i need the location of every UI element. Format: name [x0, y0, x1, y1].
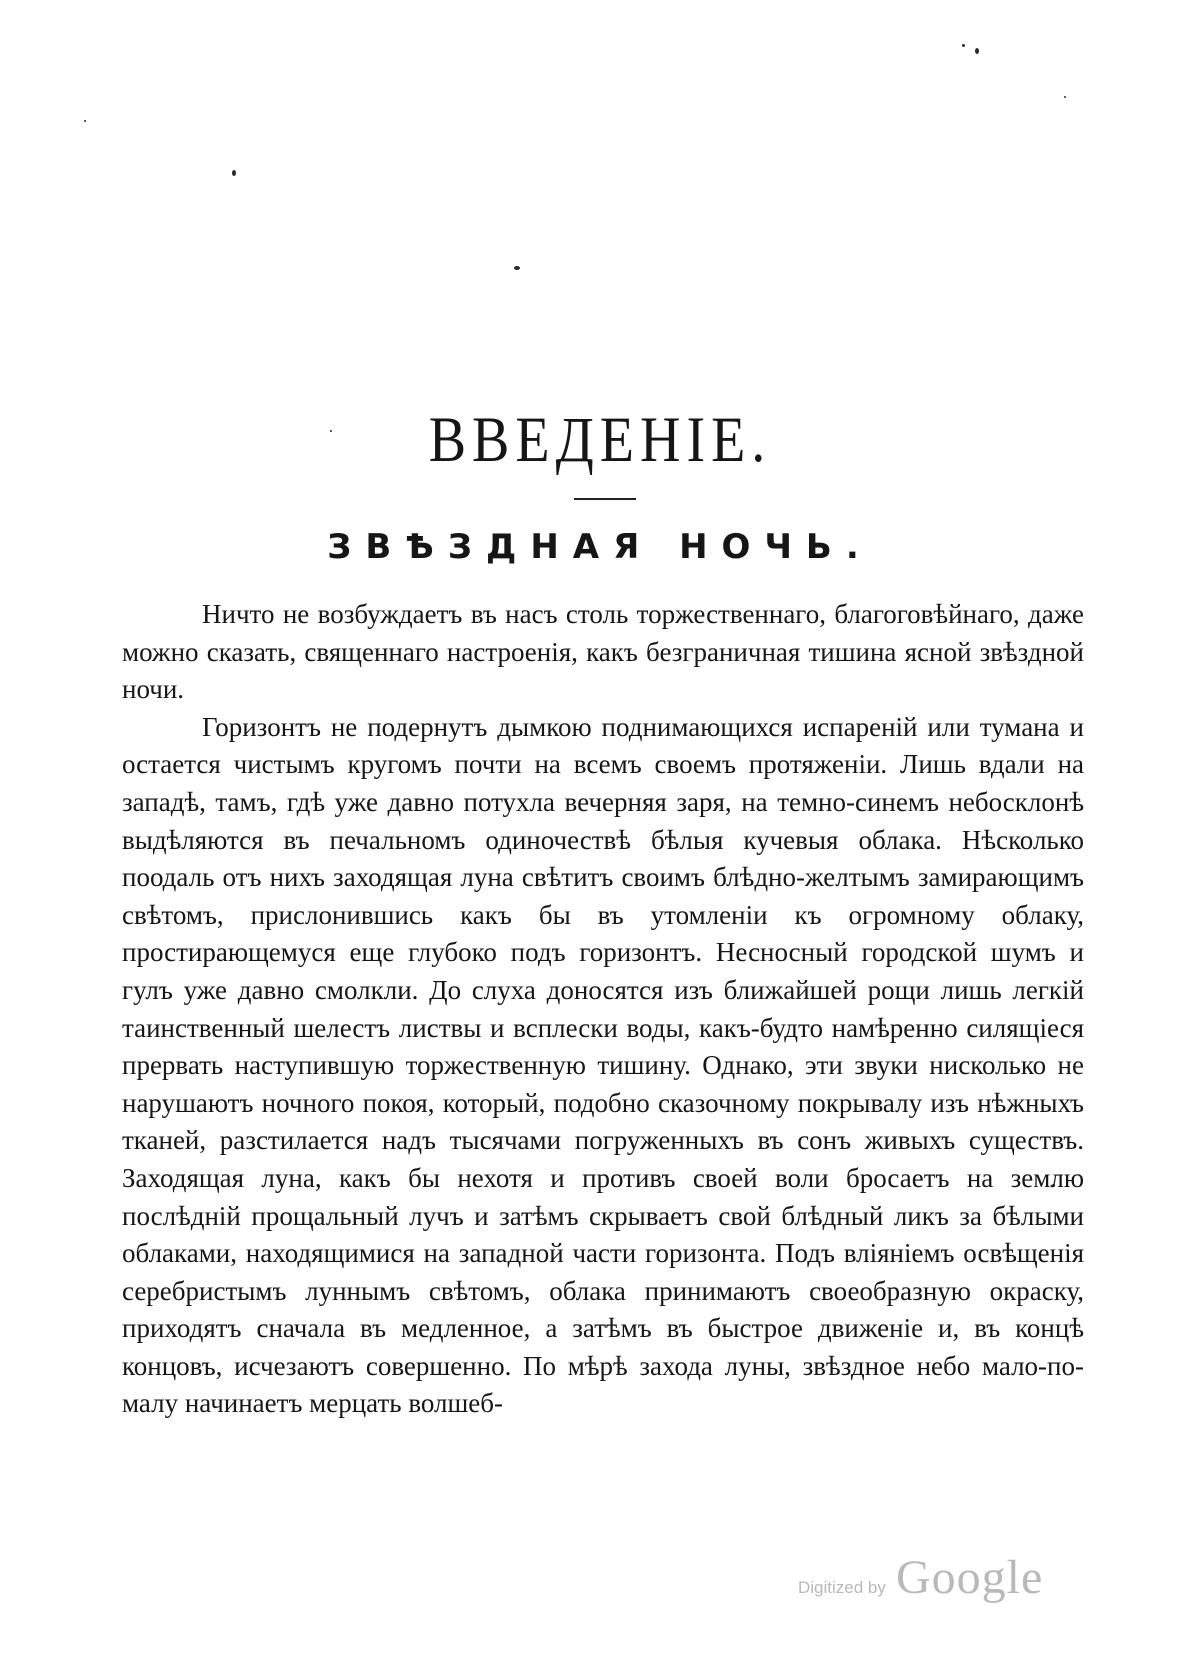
ink-speck — [84, 120, 86, 122]
section-title: ЗВѢЗДНАЯ НОЧЬ. — [327, 527, 873, 567]
digitized-watermark — [798, 1550, 1048, 1610]
body-text — [122, 596, 1084, 1423]
watermark-prefix: Digitized by — [798, 1578, 886, 1597]
title-divider — [574, 498, 636, 500]
chapter-title: ВВЕДЕНІЕ. — [428, 404, 772, 476]
ink-speck — [232, 170, 236, 176]
paragraph: Ничто не возбуждаетъ въ насъ столь торжественнаго, благоговѣйнаго, даже можно сказать, священнаго настроенія, какъ безграничная тишина ясной звѣздной ночи. — [122, 599, 1084, 705]
paragraph: Горизонтъ не подернутъ дымкою поднимающихся испареній или тумана и остается чистымъ кругомъ почти на всемъ своемъ протяженіи. Лишь вдали на западѣ, тамъ, гдѣ уже давно потухла вечерняя заря, на темно-синемъ небосклонѣ выдѣляются въ печальномъ одиночествѣ бѣлыя кучевыя облака. Нѣсколько поодаль отъ нихъ заходящая луна свѣтитъ своимъ блѣдно-желтымъ замирающимъ свѣтомъ, прислонившись какъ бы въ утомленіи къ огромному облаку, простирающемуся еще глубоко подъ горизонтъ. Несносный городской шумъ и гулъ уже давно смолкли. До слуха доносятся изъ ближайшей рощи лишь легкій таинственный шелестъ листвы и всплески воды, какъ-будто намѣренно силящіеся прервать наступившую торжественную тишину. Однако, эти звуки нисколько не нарушаютъ ночного покоя, который, подобно сказочному покрывалу изъ нѣжныхъ тканей, разстилается надъ тысячами погруженныхъ въ сонъ живыхъ существъ. Заходящая луна, какъ бы нехотя и противъ своей воли бросаетъ на землю послѣдній прощальный лучъ и затѣмъ скрываетъ свой блѣдный ликъ за бѣлыми облаками, находящимися на западной части горизонта. Подъ вліяніемъ освѣщенія серебристымъ луннымъ свѣтомъ, облака принимаютъ своеобразную окраску, приходятъ сначала въ медленное, а затѣмъ въ быстрое движеніе и, въ концѣ концовъ, исчезаютъ совершенно. По мѣрѣ захода луны, звѣздное небо мало-по-малу начинаетъ мерцать волшеб- — [122, 711, 1084, 1419]
ink-speck — [975, 48, 979, 54]
ink-speck — [962, 44, 965, 47]
ink-speck — [514, 266, 520, 270]
ink-speck — [1064, 96, 1066, 98]
google-logo: Google — [896, 1551, 1044, 1604]
